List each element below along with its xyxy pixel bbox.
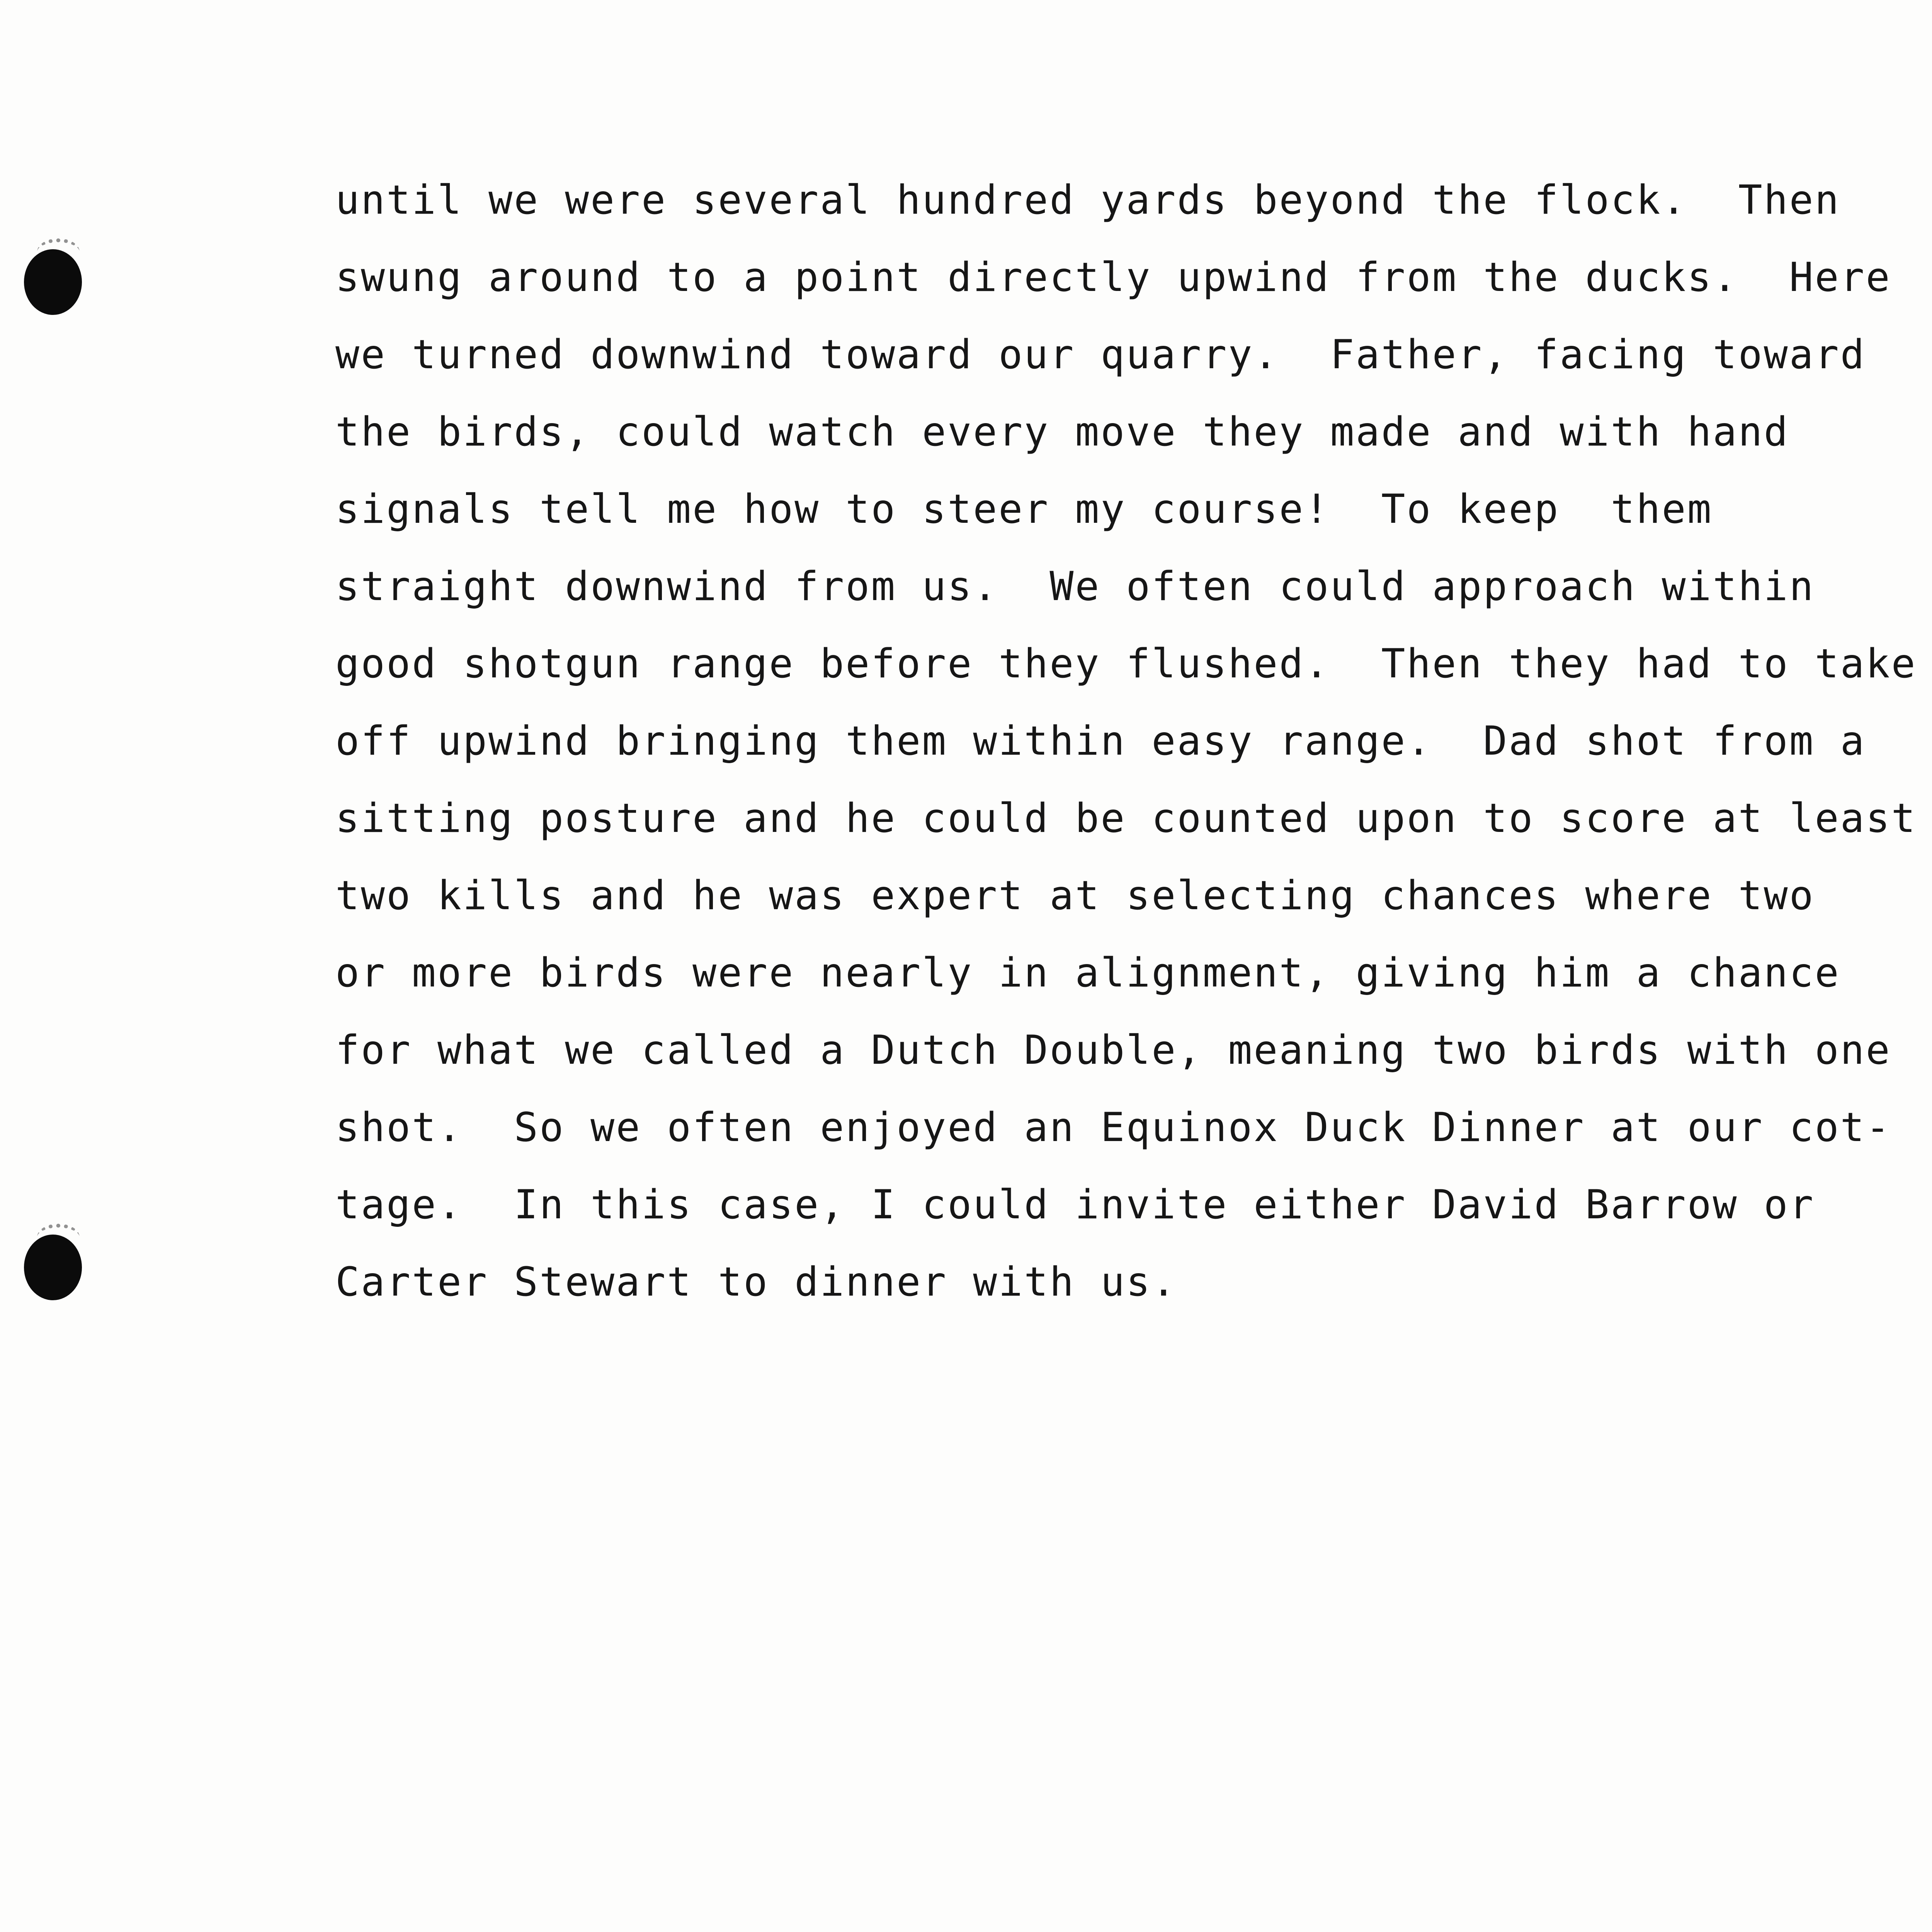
text-line: for what we called a Dutch Double, meaning two birds with one: [335, 1027, 1891, 1073]
text-line: until we were several hundred yards beyond the flock. Then: [335, 177, 1840, 223]
text-line: we turned downwind toward our quarry. Father, facing toward: [335, 332, 1866, 378]
text-line: off upwind bringing them within easy range. Dad shot from a: [335, 718, 1866, 764]
text-line: or more birds were nearly in alignment, giving him a chance: [335, 950, 1840, 996]
text-line: shot. So we often enjoyed an Equinox Duck Dinner at our cot-: [335, 1104, 1891, 1151]
text-line: the birds, could watch every move they made and with hand: [335, 409, 1789, 455]
text-line: straight downwind from us. We often could approach within: [335, 563, 1815, 610]
text-line: swung around to a point directly upwind from the ducks. Here: [335, 254, 1891, 301]
text-line: signals tell me how to steer my course! To keep them: [335, 486, 1713, 532]
text-line: Carter Stewart to dinner with us.: [335, 1259, 1177, 1305]
text-line: two kills and he was expert at selecting chances where two: [335, 872, 1815, 919]
body-text: [335, 162, 1917, 1321]
text-line: sitting posture and he could be counted upon to score at least: [335, 795, 1917, 842]
text-line: tage. In this case, I could invite either David Barrow or: [335, 1182, 1815, 1228]
text-line: good shotgun range before they flushed. Then they had to take: [335, 641, 1917, 687]
punch-hole-top: [24, 249, 82, 315]
punch-hole-middle: [24, 1235, 82, 1300]
